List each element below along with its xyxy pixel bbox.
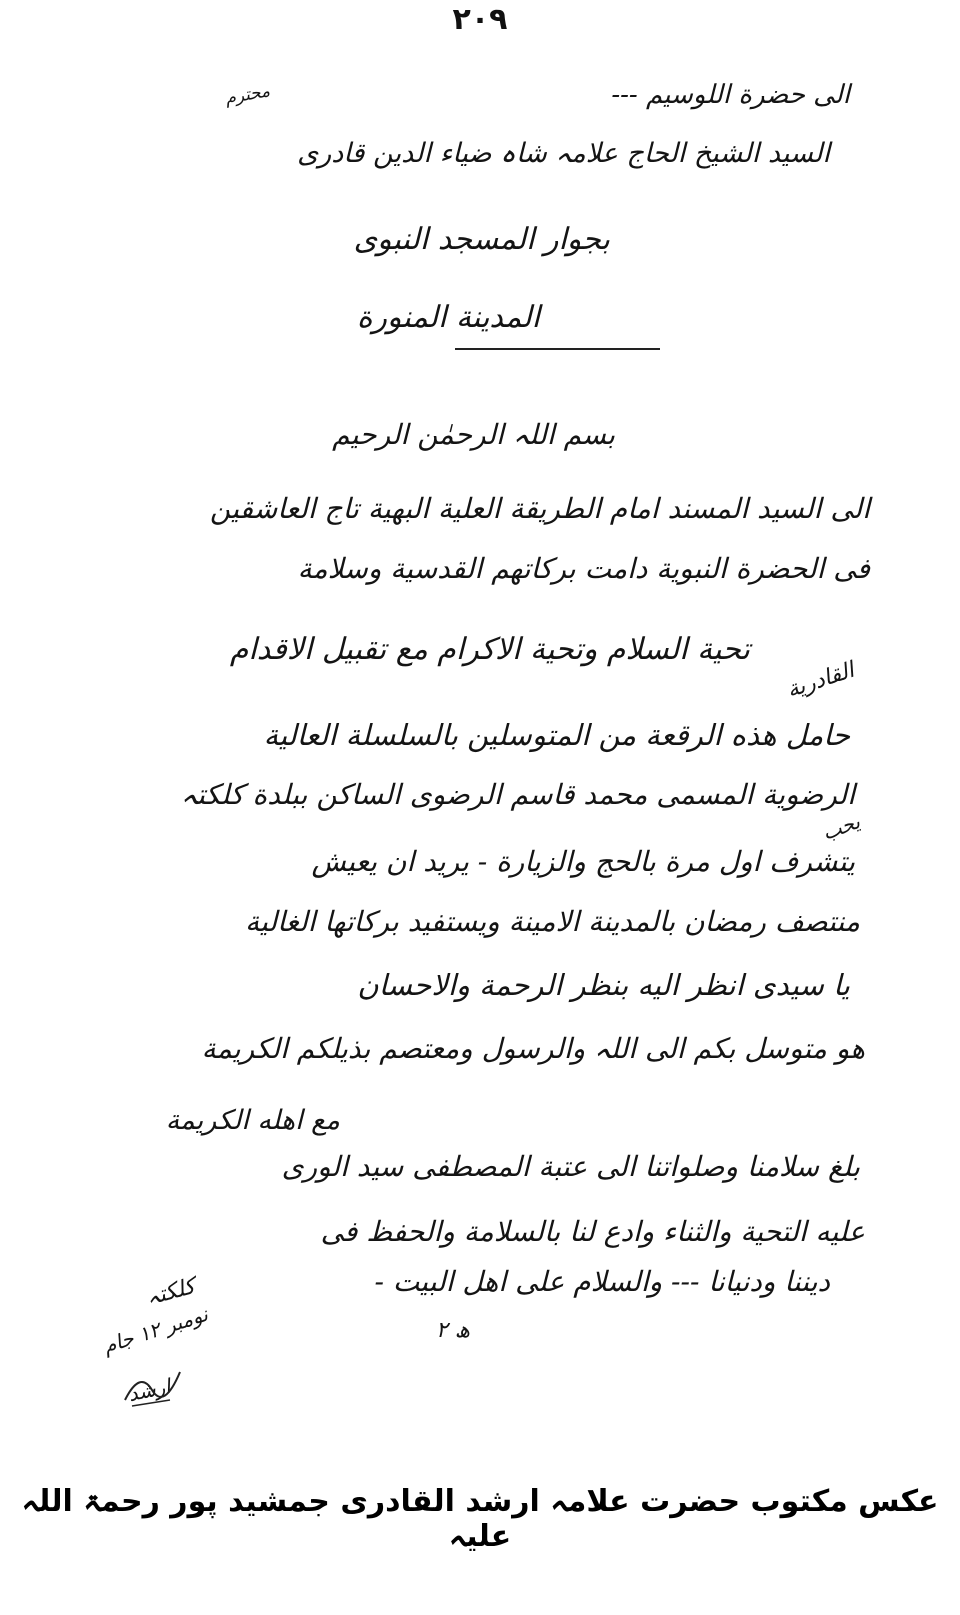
- body-line-4: منتصف رمضان بالمدینة الامینة ویستفید برکاتها الغالیة: [245, 905, 860, 938]
- salutation-line-2: فی الحضرة النبویة دامت برکاتهم القدسیة وسلامة: [297, 552, 870, 585]
- address-underline: [455, 348, 660, 350]
- address-line-4: المدینة المنورة: [356, 300, 540, 335]
- address-line-3: بجوار المسجد النبوی: [353, 222, 610, 257]
- address-corner-note: محترم: [223, 81, 272, 109]
- signature-line-1: کلکتہ: [143, 1274, 198, 1311]
- body-line-6: هو متوسل بکم الی اللہ والرسول ومعتصم بذیلکم الکریمة: [201, 1032, 865, 1065]
- address-line-2: السید الشیخ الحاج علامہ شاہ ضیاء الدین قادری: [297, 138, 830, 169]
- body-line-3: یتشرف اول مرة بالحج والزیارة - یرید ان یعیش: [311, 845, 855, 878]
- body-line-2: الرضویة المسمی محمد قاسم الرضوی الساکن ببلدة کلکتہ: [180, 778, 855, 811]
- page-caption: عکس مکتوب حضرت علامہ ارشد القادری جمشید پور رحمۃ اللہ علیہ: [21, 1484, 939, 1554]
- signature-line-3: ارشد: [125, 1373, 173, 1407]
- body-line-1: حامل هذه الرقعة من المتوسلین بالسلسلة العالیة: [263, 718, 850, 752]
- page-number: ۲۰۹: [452, 2, 508, 37]
- body-line-10: دیننا ودنیانا --- والسلام علی اهل البیت -: [374, 1265, 830, 1298]
- greeting-line: تحیة السلام وتحیة الاکرام مع تقبیل الاقدام: [229, 632, 750, 667]
- margin-note-1: القادریة: [783, 657, 858, 704]
- signature-flourish: [120, 1360, 190, 1410]
- body-line-8: بلغ سلامنا وصلواتنا الی عتبة المصطفی سید الوری: [281, 1150, 860, 1183]
- body-line-9: علیه التحیة والثناء وادع لنا بالسلامة والحفظ فی: [320, 1215, 865, 1248]
- body-line-7: مع اهله الکریمة: [165, 1105, 340, 1136]
- address-line-1: الی حضرة اللوسیم ---: [611, 80, 850, 110]
- closing-mark: ھ ۲: [435, 1318, 470, 1343]
- basmala: بسم اللہ الرحمٰن الرحیم: [332, 418, 615, 451]
- salutation-line-1: الی السید المسند امام الطریقة العلیة البهیة تاج العاشقین: [209, 492, 870, 525]
- margin-note-2: یحب: [818, 809, 863, 845]
- body-line-5: یا سیدی انظر الیه بنظر الرحمة والاحسان: [357, 968, 850, 1002]
- signature-line-2: نومبر ۱۲ جام: [100, 1301, 212, 1359]
